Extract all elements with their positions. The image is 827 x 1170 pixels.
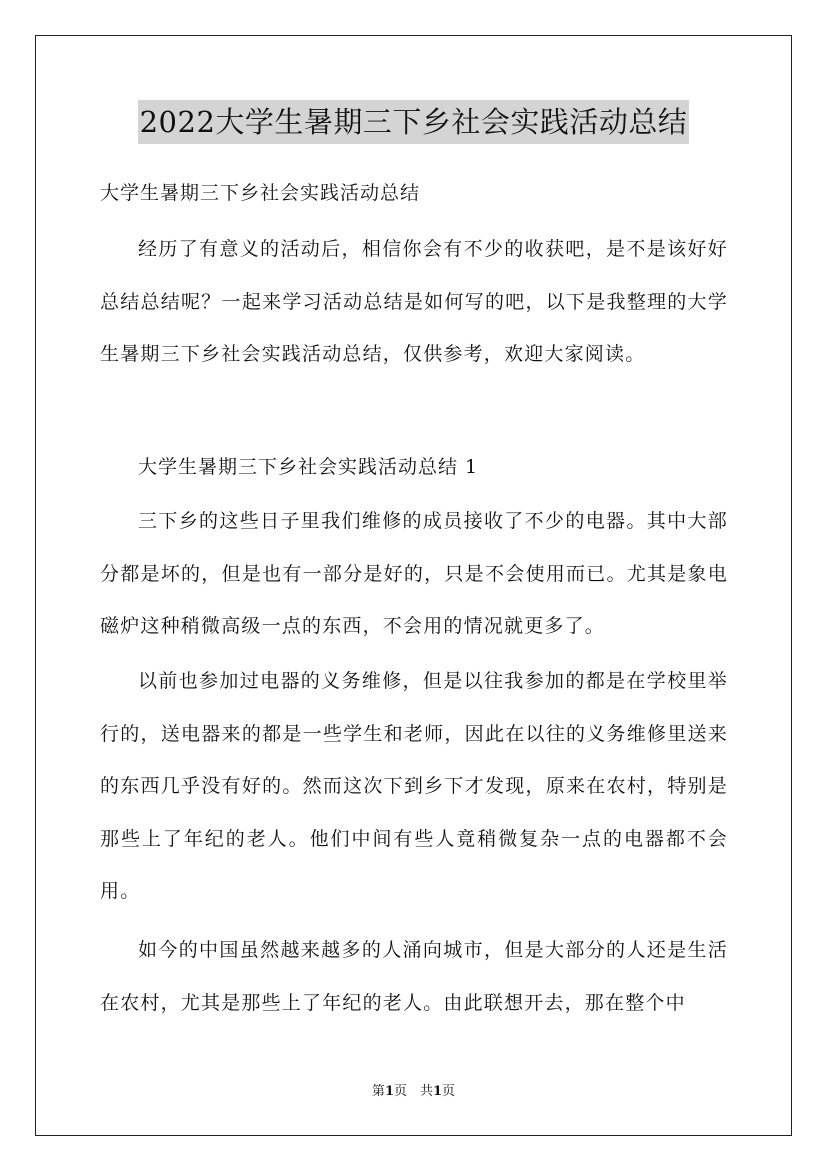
footer-current-page: 1 (384, 1084, 394, 1099)
footer-mid: 页 共 (393, 1084, 433, 1099)
title-container (0, 100, 827, 144)
footer-suffix: 页 (442, 1084, 456, 1099)
body-paragraph-3: 如今的中国虽然越来越多的人涌向城市，但是大部分的人还是生活在农村，尤其是那些上了年纪的老人。由此联想开去，那在整个中 (100, 939, 728, 1014)
page-number-footer (0, 1082, 827, 1102)
footer-prefix: 第 (371, 1084, 385, 1099)
footer-total-pages: 1 (433, 1084, 443, 1099)
body-paragraph-1: 三下乡的这些日子里我们维修的成员接收了不少的电器。其中大部分都是坏的，但是也有一部分是好的，只是不会使用而已。尤其是象电磁炉这种稍微高级一点的东西，不会用的情况就更多了。 (100, 510, 728, 637)
body-paragraph-2: 以前也参加过电器的义务维修，但是以往我参加的都是在学校里举行的，送电器来的都是一些学生和老师，因此在以往的义务维修里送来的东西几乎没有好的。然而这次下到乡下才发现，原来在农村，特别是那些上了年纪的老人。他们中间有些人竟稍微复杂一点的电器都不会用。 (100, 670, 728, 902)
document-subtitle: 大学生暑期三下乡社会实践活动总结 (100, 182, 421, 204)
document-title: 2022大学生暑期三下乡社会实践活动总结 (138, 100, 690, 144)
intro-paragraph: 经历了有意义的活动后，相信你会有不少的收获吧，是不是该好好总结总结呢？一起来学习活动总结是如何写的吧，以下是我整理的大学生暑期三下乡社会实践活动总结，仅供参考，欢迎大家阅读。 (100, 238, 728, 365)
section-heading: 大学生暑期三下乡社会实践活动总结 1 (138, 456, 479, 478)
